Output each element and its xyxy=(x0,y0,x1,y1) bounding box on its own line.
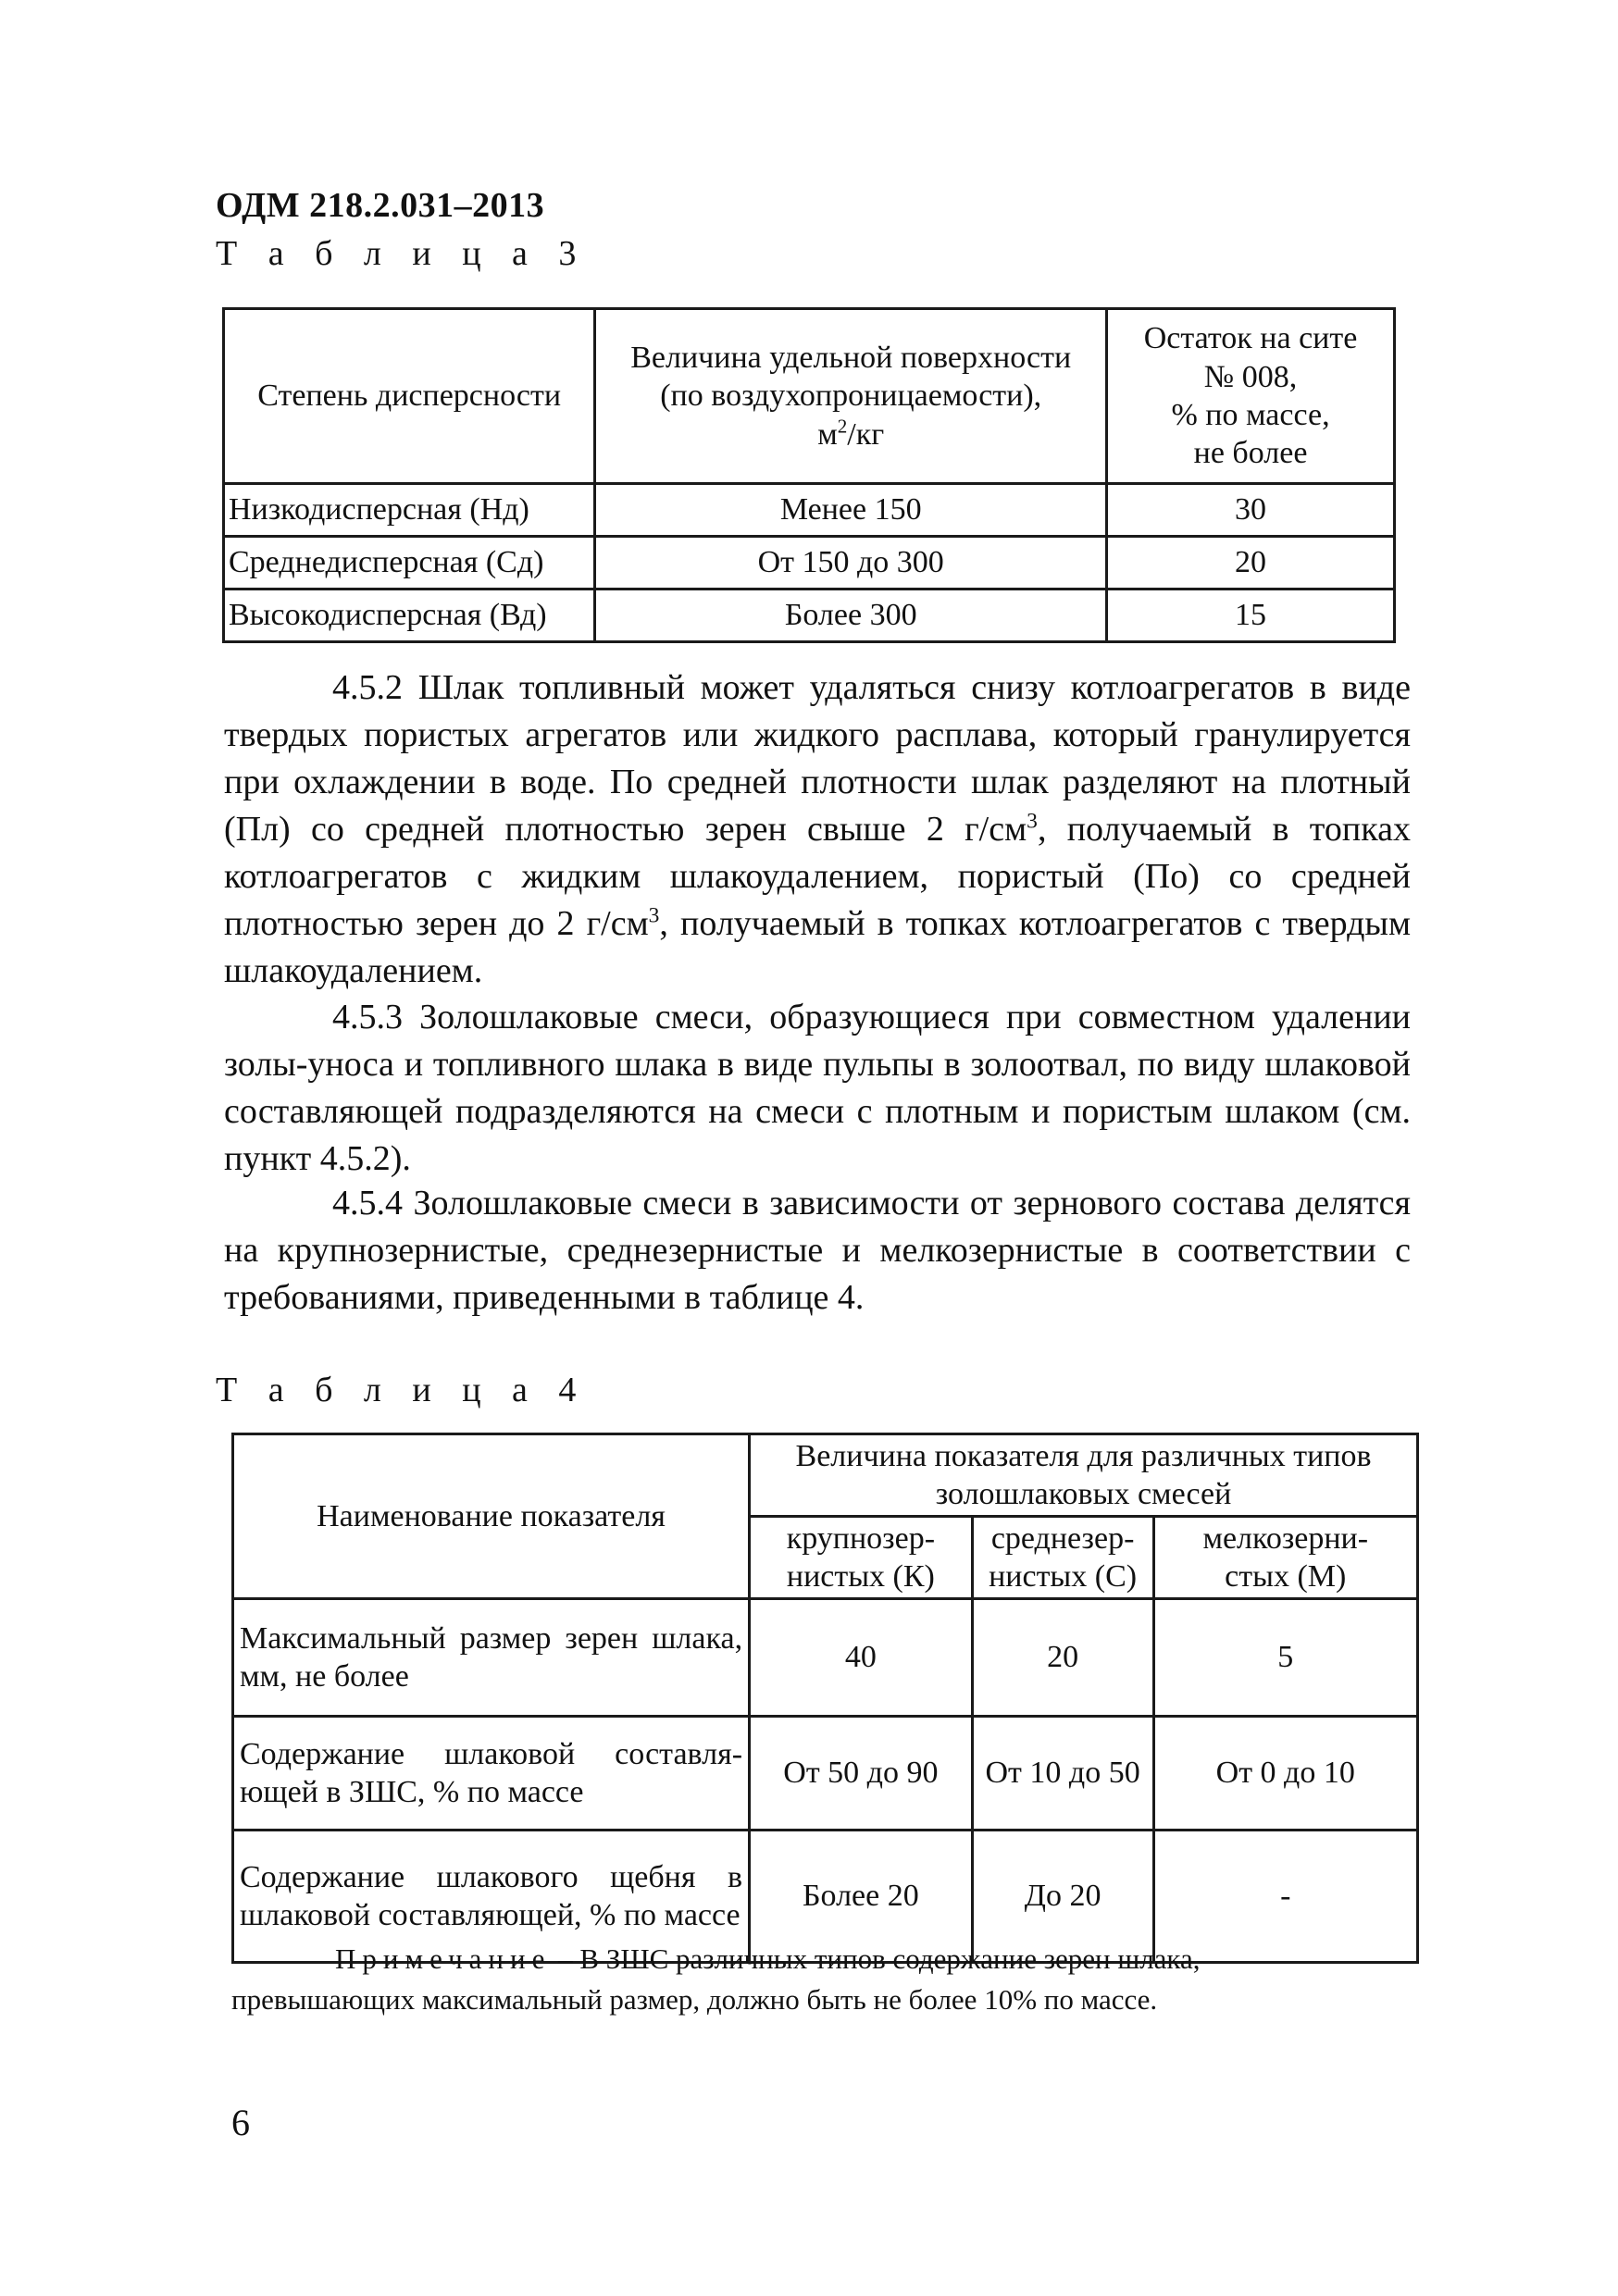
table3-caption: Т а б л и ц а 3 xyxy=(216,234,588,273)
header-text: стых (М) xyxy=(1225,1559,1347,1594)
note-label: Примечание xyxy=(335,1942,552,1975)
table-row xyxy=(224,484,1395,537)
table4-cell-name: Содержание шлакового щебня в шлаковой составляющей, % по массе xyxy=(233,1831,750,1963)
superscript: 3 xyxy=(648,903,660,928)
page-number: 6 xyxy=(231,2102,250,2143)
table4-cell-medium: До 20 xyxy=(972,1831,1153,1963)
note-text: превышающих максимальный размер, должно быть не более 10% по массе. xyxy=(231,1983,1158,2016)
table4-cell-medium: 20 xyxy=(972,1599,1153,1717)
table4-cell-name: Максимальный размер зерен шлака, мм, не более xyxy=(233,1599,750,1717)
table4-cell-name: Содержание шлаковой составля-ющей в ЗШС, % по массе xyxy=(233,1717,750,1831)
header-text: нистых (К) xyxy=(786,1559,935,1594)
table-row xyxy=(233,1599,1418,1717)
header-text: № 008, xyxy=(1203,359,1298,394)
table4-header-coarse xyxy=(750,1517,973,1599)
header-text: % по массе, xyxy=(1171,398,1330,432)
table4-header-medium xyxy=(972,1517,1153,1599)
paragraph-4-5-3: 4.5.3 Золошлаковые смеси, образующиеся при совместном удалении золы-уноса и топливного шлака в виде пульпы в золоотвал, по виду шлаковой составляющей подразделяются на смеси с плотным и пористым шлаком (см. пункт 4.5.2). xyxy=(224,998,1411,1178)
paragraph-text: , получаемый в топках котлоагрегатов с жидким шлакоудалением, пористый (По) со средней плотностью зерен до 2 г/см xyxy=(224,810,1411,943)
table3-cell-surface: Менее 150 xyxy=(595,484,1107,537)
table4-header-indicator: Наименование показателя xyxy=(233,1434,750,1599)
table4-cell-fine: - xyxy=(1153,1831,1417,1963)
table4-cell-coarse: 40 xyxy=(750,1599,973,1717)
table4 xyxy=(231,1433,1419,1964)
header-unit: /кг xyxy=(847,416,885,452)
header-text: мелкозерни- xyxy=(1202,1520,1369,1556)
table3-cell-residue: 20 xyxy=(1107,537,1395,590)
table3-header-row xyxy=(224,309,1395,484)
note-text: – В ЗШС различных типов содержание зерен шлака, xyxy=(551,1942,1201,1975)
paragraph-text: 4.5.2 Шлак топливный может удаляться снизу котлоагрегатов в виде твердых пористых агрегатов или жидкого расплава, который гранулируется при охлаждении в воде. По средней плотности шлак разделяют на плотный (Пл) со средней плотностью зерен свыше 2 г/см xyxy=(224,668,1411,849)
header-text: золошлаковых смесей xyxy=(935,1477,1232,1511)
table4-cell-fine: 5 xyxy=(1153,1599,1417,1717)
table3-header-surface xyxy=(595,309,1107,484)
paragraph-text: , получаемый в топках котлоагрегатов с твердым шлакоудалением. xyxy=(224,904,1411,990)
table3-cell-surface: От 150 до 300 xyxy=(595,537,1107,590)
header-text: Остаток на сите xyxy=(1143,321,1358,356)
table3-cell-name: Среднедисперсная (Сд) xyxy=(224,537,595,590)
header-text: крупнозер- xyxy=(786,1520,936,1556)
table-row xyxy=(224,537,1395,590)
table4-cell-fine: От 0 до 10 xyxy=(1153,1717,1417,1831)
table4-caption: Т а б л и ц а 4 xyxy=(216,1371,588,1409)
header-text: Величина удельной поверхности xyxy=(630,340,1072,375)
table4-header-fine xyxy=(1153,1517,1417,1599)
table3-cell-surface: Более 300 xyxy=(595,590,1107,642)
table-row xyxy=(233,1717,1418,1831)
document-code: ОДМ 218.2.031–2013 xyxy=(216,186,545,225)
table4-cell-medium: От 10 до 50 xyxy=(972,1717,1153,1831)
table3 xyxy=(222,307,1396,643)
table4-header-group xyxy=(750,1434,1418,1517)
paragraph-4-5-4: 4.5.4 Золошлаковые смеси в зависимости от зернового состава делятся на крупнозернистые, среднезернистые и мелкозернистые в соответствии с требованиями, приведенными в таблице 4. xyxy=(224,1184,1411,1317)
superscript: 3 xyxy=(1027,809,1038,834)
header-text: нистых (С) xyxy=(989,1559,1138,1594)
table3-header-residue xyxy=(1107,309,1395,484)
table4-cell-coarse: Более 20 xyxy=(750,1831,973,1963)
header-unit: м xyxy=(817,416,838,452)
table3-cell-residue: 30 xyxy=(1107,484,1395,537)
header-unit-sup: 2 xyxy=(837,415,848,438)
note-line xyxy=(231,1939,1425,1980)
header-text: (по воздухопроницаемости), xyxy=(660,379,1042,414)
table3-cell-name: Низкодисперсная (Нд) xyxy=(224,484,595,537)
table4-header-row xyxy=(233,1434,1418,1517)
table4-cell-coarse: От 50 до 90 xyxy=(750,1717,973,1831)
header-text: Степень дисперсности xyxy=(257,379,562,414)
table3-header-dispersion xyxy=(224,309,595,484)
table-row xyxy=(224,590,1395,642)
header-text: не более xyxy=(1193,436,1308,471)
header-text: среднезер- xyxy=(990,1520,1135,1556)
header-text: Величина показателя для различных типов xyxy=(795,1438,1372,1473)
table3-cell-name: Высокодисперсная (Вд) xyxy=(224,590,595,642)
paragraph-4-5-2 xyxy=(224,664,1411,995)
table3-cell-residue: 15 xyxy=(1107,590,1395,642)
table4-note xyxy=(231,1939,1425,2020)
